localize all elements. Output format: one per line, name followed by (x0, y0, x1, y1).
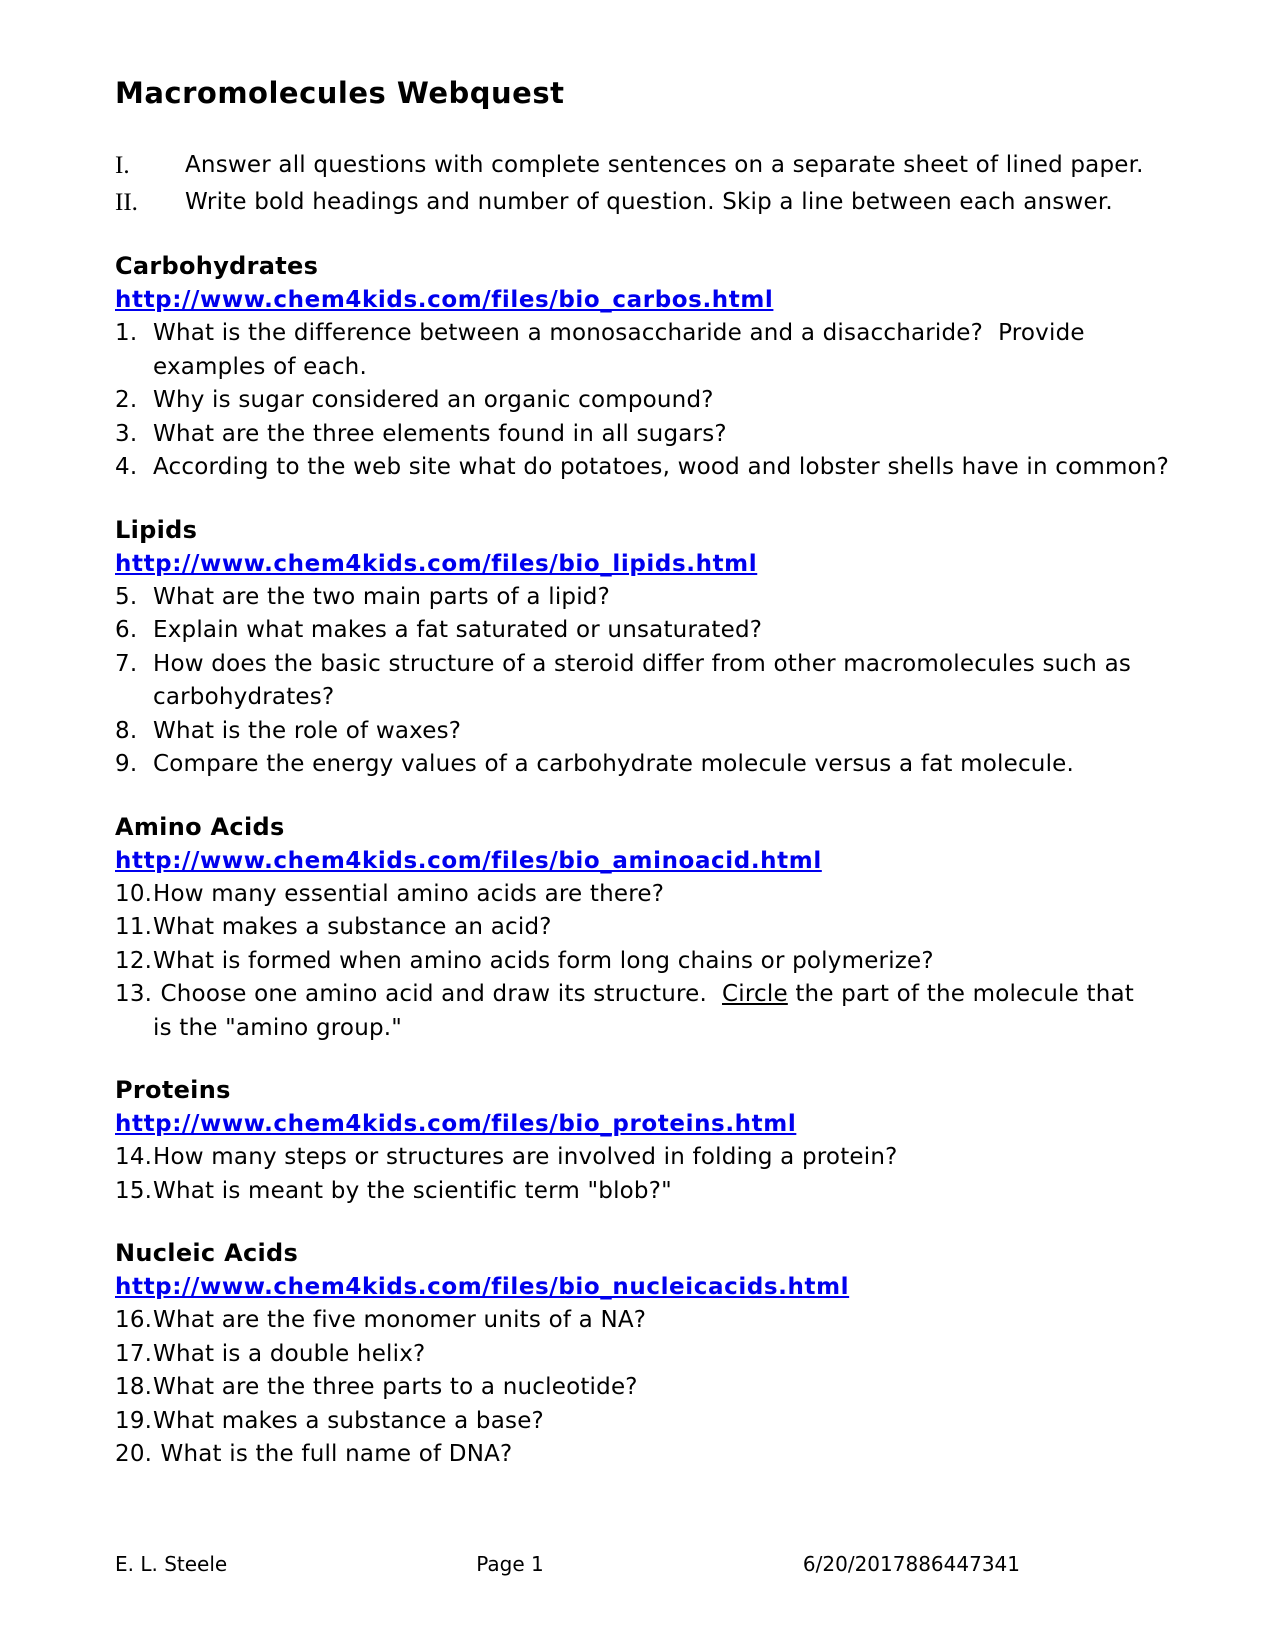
question-text: How many steps or structures are involved in folding a protein? (153, 1144, 898, 1170)
question-text: Choose one amino acid and draw its structure. Circle the part of the molecule that is the "amino group." (153, 981, 1134, 1041)
question-list (115, 1304, 1175, 1472)
question-item (115, 451, 1175, 485)
section-url-link[interactable]: http://www.chem4kids.com/files/bio_proteins.html (115, 1111, 797, 1137)
question-text: What are the five monomer units of a NA? (153, 1307, 647, 1333)
footer-page-number: Page 1 (476, 1552, 544, 1576)
document-section (115, 249, 1175, 485)
question-item (115, 945, 1175, 979)
question-number: 10. (115, 880, 153, 907)
question-text: What are the two main parts of a lipid? (153, 583, 611, 610)
section-heading: Nucleic Acids (115, 1239, 299, 1267)
question-text: How does the basic structure of a steroid differ from other macromolecules such as carbohydrates? (153, 650, 1132, 710)
question-text: What is the role of waxes? (153, 717, 462, 744)
question-item (115, 1371, 1175, 1405)
question-item (115, 878, 1175, 912)
section-url-link[interactable]: http://www.chem4kids.com/files/bio_nucleicacids.html (115, 1274, 850, 1300)
instruction-text: Answer all questions with complete sentences on a separate sheet of lined paper. (185, 152, 1144, 178)
question-number: 18. (115, 1374, 153, 1400)
question-text: What is formed when amino acids form long chains or polymerize? (153, 947, 934, 974)
document-section (115, 1073, 1175, 1208)
question-text: According to the web site what do potatoes, wood and lobster shells have in common? (153, 454, 1170, 480)
question-item (115, 384, 1175, 418)
question-item (115, 748, 1175, 782)
instruction-item (115, 147, 1175, 184)
question-item (115, 978, 1175, 1045)
question-number: 8. (115, 717, 138, 744)
question-text: What is the full name of DNA? (153, 1441, 513, 1467)
question-list (115, 581, 1175, 782)
question-number: 16. (115, 1307, 153, 1333)
question-number: 5. (115, 583, 138, 610)
section-heading: Proteins (115, 1076, 231, 1104)
document-section (115, 810, 1175, 1046)
question-item (115, 715, 1175, 749)
question-text: What is the difference between a monosaccharide and a disaccharide? Provide examples of each. (153, 320, 1085, 380)
question-text: How many essential amino acids are there? (153, 880, 665, 907)
sections (115, 249, 1175, 1472)
question-number: 17. (115, 1340, 153, 1367)
question-number: 4. (115, 454, 138, 480)
document-content (115, 78, 1175, 1472)
question-item (115, 1438, 1175, 1472)
section-heading: Carbohydrates (115, 252, 319, 280)
question-number: 15. (115, 1177, 153, 1204)
question-text: What are the three parts to a nucleotide? (153, 1374, 638, 1400)
question-text: Why is sugar considered an organic compound? (153, 387, 714, 413)
question-list (115, 317, 1175, 485)
instruction-item (115, 184, 1175, 221)
question-item (115, 1141, 1175, 1175)
section-url-link[interactable]: http://www.chem4kids.com/files/bio_carbos.html (115, 287, 774, 313)
question-number: 11. (115, 914, 153, 940)
question-item (115, 614, 1175, 648)
question-list (115, 878, 1175, 1046)
question-item (115, 1304, 1175, 1338)
question-number: 7. (115, 650, 138, 677)
question-text: What is meant by the scientific term "blob?" (153, 1177, 672, 1204)
question-number: 1. (115, 320, 138, 346)
question-number: 3. (115, 420, 138, 447)
document-section (115, 513, 1175, 782)
page-footer (0, 1551, 1275, 1581)
question-item (115, 317, 1175, 384)
instruction-marker: II. (115, 189, 138, 216)
question-number: 14. (115, 1144, 153, 1170)
section-url-link[interactable]: http://www.chem4kids.com/files/bio_lipids.html (115, 550, 758, 577)
question-text: Explain what makes a fat saturated or unsaturated? (153, 617, 763, 643)
question-text: What is a double helix? (153, 1340, 426, 1367)
footer-author: E. L. Steele (115, 1552, 228, 1576)
question-item (115, 648, 1175, 715)
section-heading: Amino Acids (115, 812, 285, 841)
question-item (115, 911, 1175, 945)
question-number: 2. (115, 387, 138, 413)
page-title: Macromolecules Webquest (115, 76, 565, 110)
instruction-text: Write bold headings and number of question. Skip a line between each answer. (185, 189, 1113, 215)
question-item (115, 1175, 1175, 1209)
question-list (115, 1141, 1175, 1208)
question-text: Compare the energy values of a carbohydrate molecule versus a fat molecule. (153, 751, 1075, 777)
question-item (115, 581, 1175, 615)
section-heading: Lipids (115, 515, 198, 544)
question-number: 13. (115, 981, 153, 1007)
section-url-link[interactable]: http://www.chem4kids.com/files/bio_aminoacid.html (115, 847, 822, 874)
document-section (115, 1236, 1175, 1472)
question-number: 12. (115, 947, 153, 974)
instructions-list (115, 147, 1175, 221)
question-number: 6. (115, 617, 138, 643)
question-text: What makes a substance an acid? (153, 914, 552, 940)
instruction-marker: I. (115, 152, 130, 179)
question-text: What are the three elements found in all sugars? (153, 420, 727, 447)
question-number: 9. (115, 751, 138, 777)
question-text: What makes a substance a base? (153, 1407, 544, 1434)
question-item (115, 418, 1175, 452)
footer-date: 6/20/2017886447341 (802, 1552, 1020, 1576)
question-item (115, 1338, 1175, 1372)
question-number: 20. (115, 1441, 153, 1467)
question-number: 19. (115, 1407, 153, 1434)
question-item (115, 1405, 1175, 1439)
